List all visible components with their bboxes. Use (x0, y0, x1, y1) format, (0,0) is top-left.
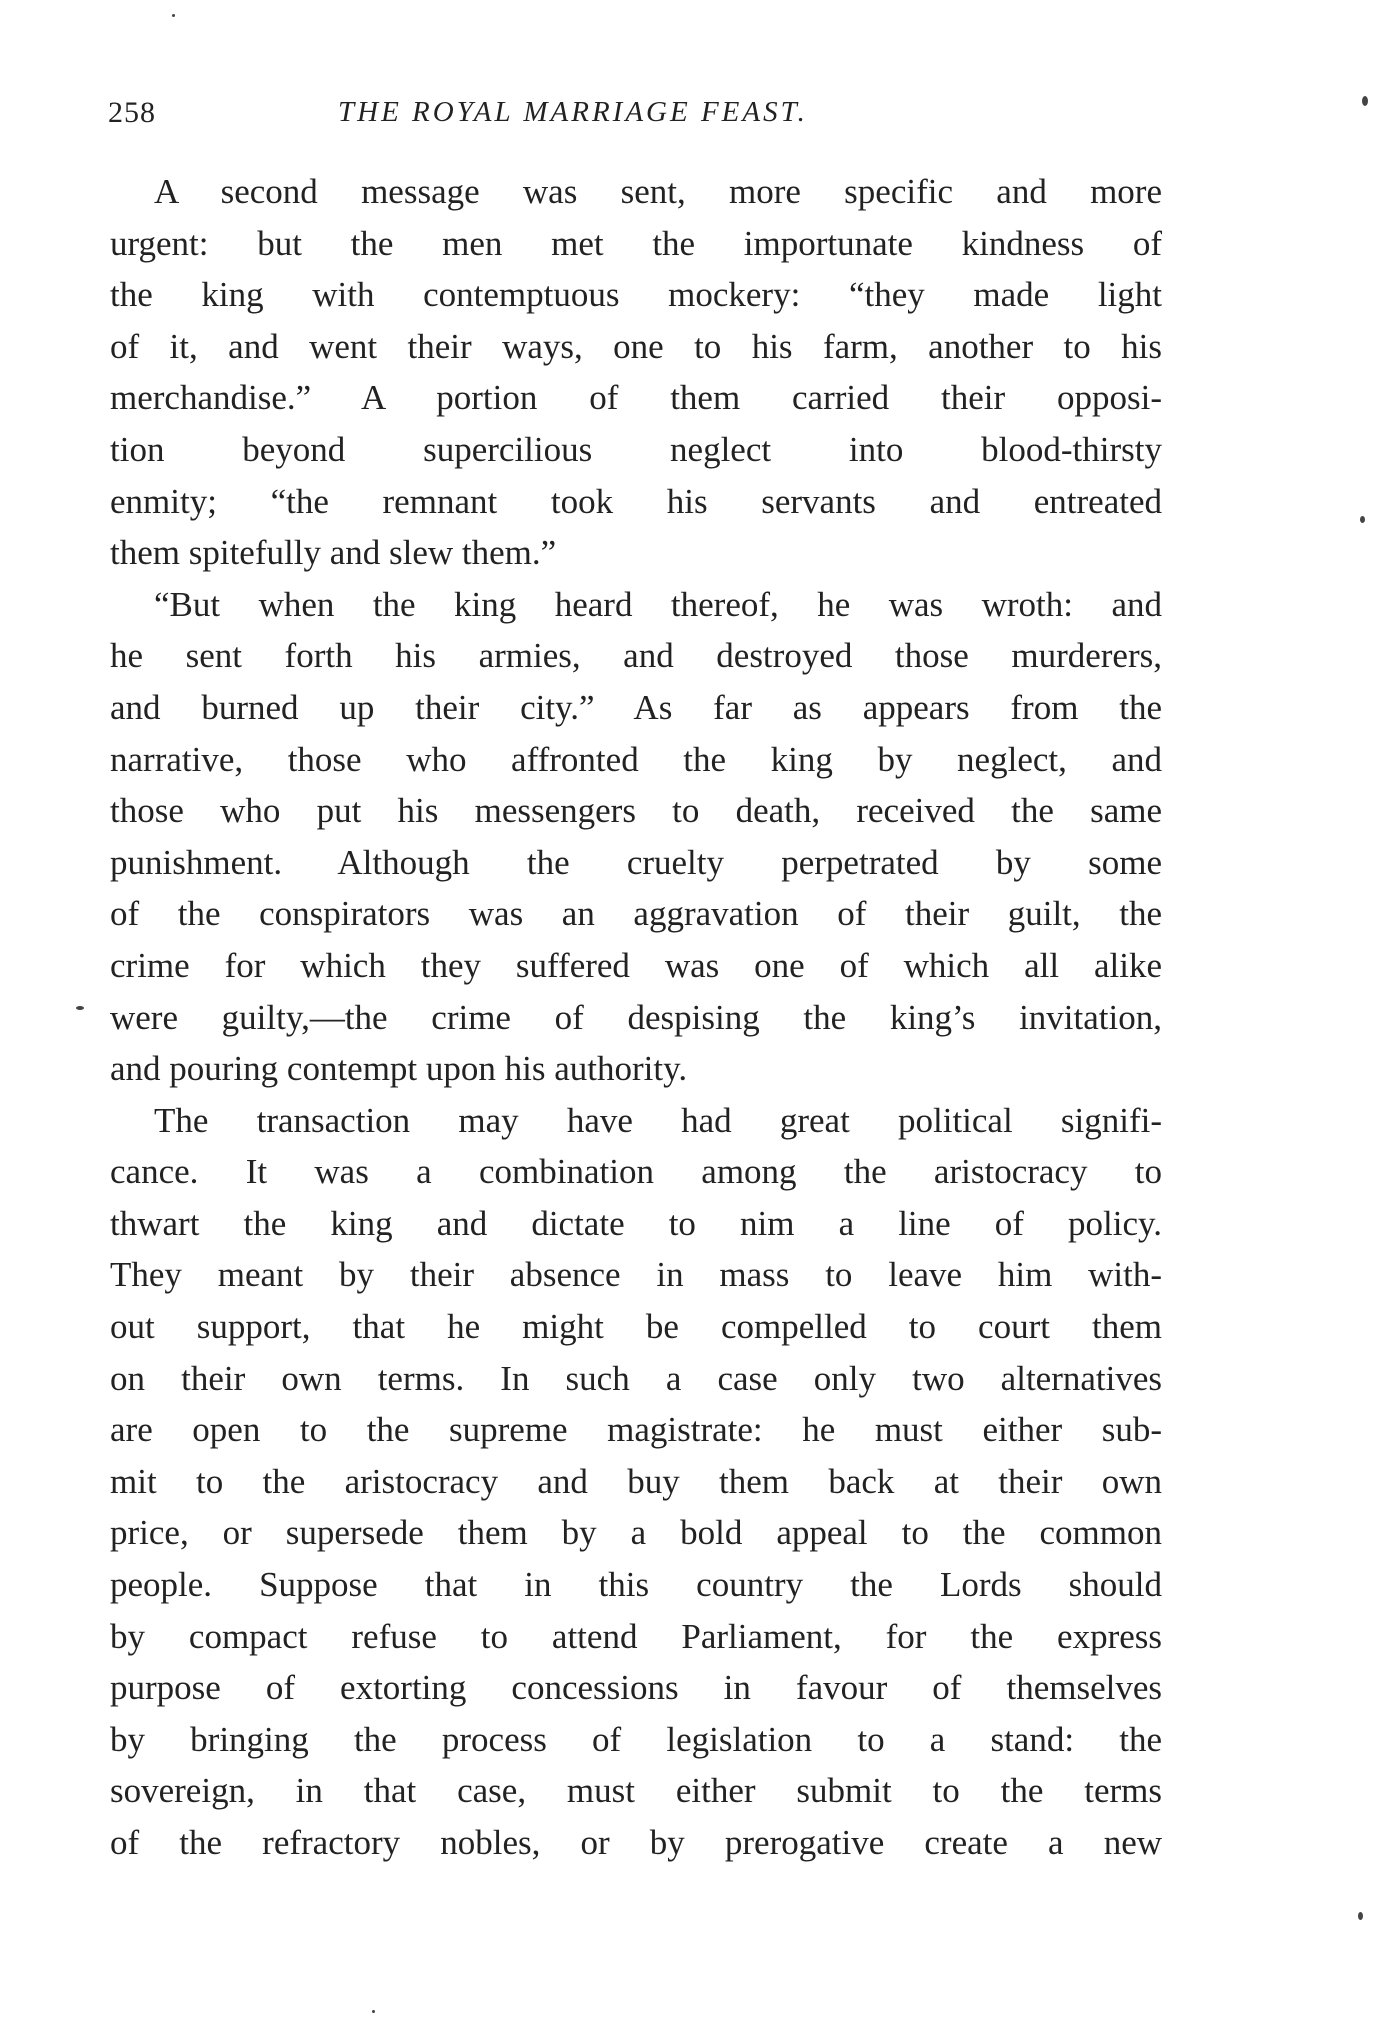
text-line: A second message was sent, more specific and more (154, 172, 1162, 211)
text-line: cance. It was a combination among the aristocracy to (110, 1152, 1162, 1192)
text-line: by bringing the process of legislation to a stand: the (110, 1719, 1162, 1759)
text-line: were guilty,—the crime of despising the king’s invitation, (110, 997, 1162, 1037)
ink-speck (1362, 96, 1368, 106)
page-number: 258 (108, 96, 156, 129)
text-line: crime for which they suffered was one of which all alike (110, 945, 1162, 985)
text-line: and burned up their city.” As far as appears from the (110, 687, 1162, 727)
text-line: enmity; “the remnant took his servants and entreated (110, 481, 1162, 521)
text-line: the king with contemptuous mockery: “they made light (110, 275, 1162, 315)
text-line: he sent forth his armies, and destroyed those murderers, (110, 636, 1162, 676)
text-line: purpose of extorting concessions in favour of themselves (110, 1668, 1162, 1708)
text-line: them spitefully and slew them.” (110, 533, 557, 573)
text-line: mit to the aristocracy and buy them back at their own (110, 1461, 1162, 1501)
ink-speck (172, 14, 175, 17)
text-line: narrative, those who affronted the king by neglect, and (110, 739, 1162, 779)
text-line: sovereign, in that case, must either submit to the terms (110, 1771, 1162, 1811)
text-line: tion beyond supercilious neglect into blood-thirsty (110, 429, 1162, 469)
text-line: are open to the supreme magistrate: he must either sub- (110, 1410, 1162, 1450)
text-line: on their own terms. In such a case only two alternatives (110, 1358, 1162, 1398)
text-line: of it, and went their ways, one to his farm, another to his (110, 326, 1162, 366)
text-line: price, or supersede them by a bold appeal to the common (110, 1513, 1162, 1553)
body-text (110, 166, 1162, 1869)
text-line: merchandise.” A portion of them carried their opposi- (110, 378, 1162, 418)
text-line: by compact refuse to attend Parliament, for the express (110, 1616, 1162, 1656)
ink-speck (76, 1006, 84, 1010)
ink-speck (372, 2010, 375, 2013)
text-line: and pouring contempt upon his authority. (110, 1049, 688, 1089)
text-line: out support, that he might be compelled to court them (110, 1307, 1162, 1347)
text-line: urgent: but the men met the importunate kindness of (110, 223, 1162, 263)
text-line: of the refractory nobles, or by prerogative create a new (110, 1823, 1162, 1862)
text-line: “But when the king heard thereof, he was wroth: and (154, 584, 1162, 624)
running-title: THE ROYAL MARRIAGE FEAST. (338, 96, 808, 128)
text-line: The transaction may have had great political signifi- (154, 1100, 1162, 1140)
text-line: of the conspirators was an aggravation of their guilt, the (110, 894, 1162, 934)
text-line: those who put his messengers to death, received the same (110, 791, 1162, 831)
text-line: punishment. Although the cruelty perpetrated by some (110, 842, 1162, 882)
running-head (108, 96, 1166, 136)
text-line: thwart the king and dictate to nim a line of policy. (110, 1203, 1162, 1243)
text-line: They meant by their absence in mass to leave him with- (110, 1255, 1162, 1295)
ink-speck (1358, 1912, 1363, 1920)
text-line: people. Suppose that in this country the Lords should (110, 1565, 1162, 1605)
ink-speck (1360, 516, 1365, 523)
